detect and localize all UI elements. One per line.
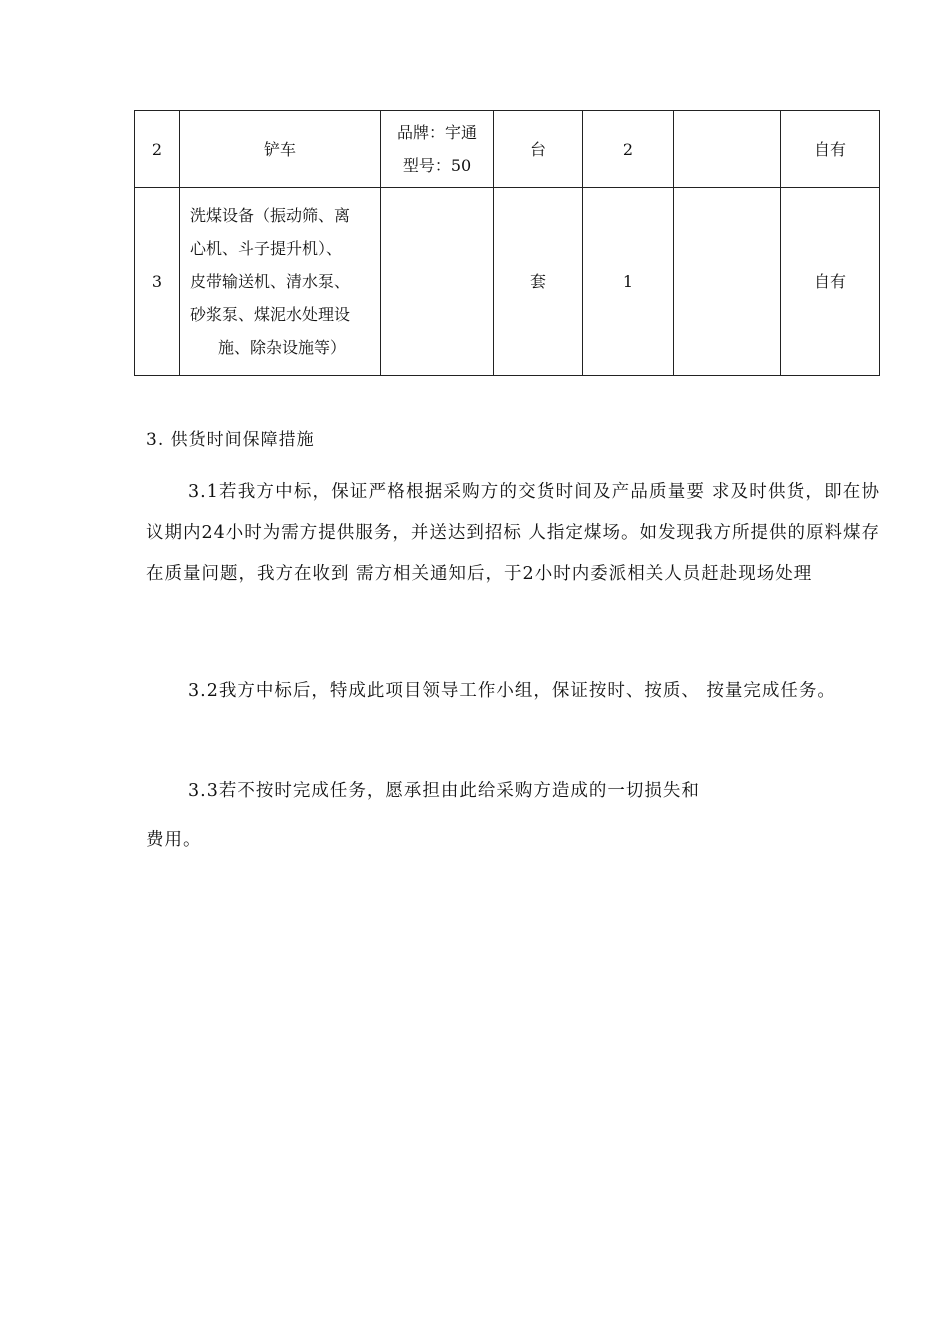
quantity-cell: 2 xyxy=(583,111,674,188)
equipment-name-line: 砂浆泵、煤泥水处理设 xyxy=(190,305,351,324)
spec-cell xyxy=(381,188,494,376)
table-row xyxy=(135,111,880,188)
equipment-name-line: 施、除杂设施等） xyxy=(217,338,346,357)
table-row xyxy=(135,188,880,376)
paragraph-3-3-continuation: 费用。 xyxy=(146,830,202,850)
quantity-cell: 1 xyxy=(583,188,674,376)
equipment-table xyxy=(134,110,880,376)
spec-line: 型号：50 xyxy=(402,156,472,175)
equipment-name-line: 铲车 xyxy=(263,139,296,159)
paragraph-3-2: 3.2我方中标后，特成此项目领导工作小组，保证按时、按质、 按量完成任务。 xyxy=(188,681,836,701)
spec-line: 品牌：宇通 xyxy=(396,123,477,142)
equipment-name-line: 心机、斗子提升机）、 xyxy=(190,239,343,258)
equipment-name-line: 皮带输送机、清水泵、 xyxy=(190,272,351,291)
note-cell xyxy=(674,188,781,376)
paragraph-3-1: 3.1若我方中标，保证严格根据采购方的交货时间及产品质量要 求及时供货，即在协议期内24小时为需方提供服务，并送达到招标 人指定煤场。如发现我方所提供的原料煤存在质量问题，我方在收到 需方相关通知后，于2小时内委派相关人员赶赴现场处理 xyxy=(146,482,880,584)
unit-cell: 台 xyxy=(494,111,583,188)
equipment-name-cell xyxy=(180,188,381,376)
row-number-cell: 2 xyxy=(135,111,180,188)
ownership-cell: 自有 xyxy=(781,111,880,188)
row-number-cell: 3 xyxy=(135,188,180,376)
unit-cell: 套 xyxy=(494,188,583,376)
note-cell xyxy=(674,111,781,188)
section-heading: 3. 供货时间保障措施 xyxy=(146,430,315,450)
paragraph-3-3: 3.3若不按时完成任务，愿承担由此给采购方造成的一切损失和 xyxy=(188,781,700,801)
spec-cell xyxy=(381,111,494,188)
ownership-cell: 自有 xyxy=(781,188,880,376)
equipment-name-cell xyxy=(180,111,381,188)
equipment-name-line: 洗煤设备（振动筛、离 xyxy=(190,206,351,225)
